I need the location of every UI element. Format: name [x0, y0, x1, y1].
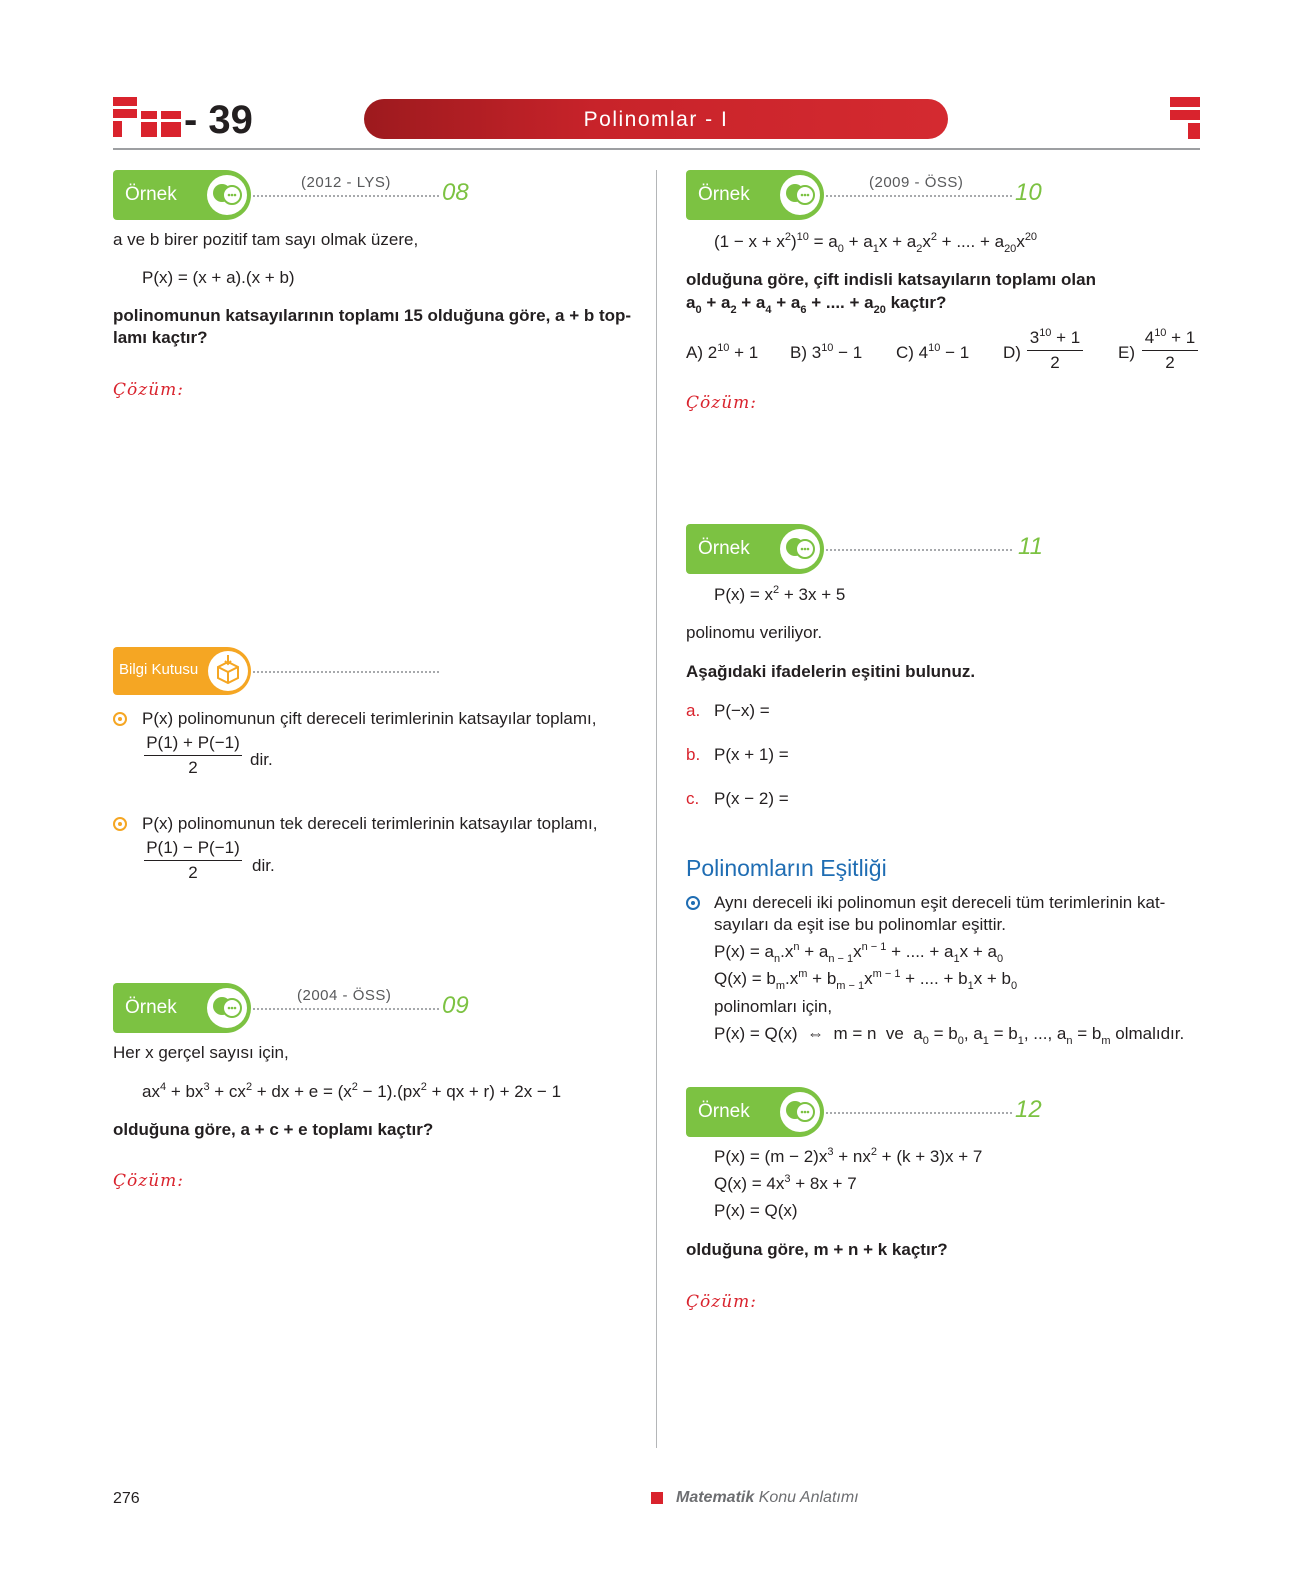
chat-icon — [780, 529, 820, 569]
solution-label: Çözüm: — [686, 393, 757, 413]
q08-question-line1: polinomunun katsayılarının toplamı 15 olduğuna göre, a + b top- — [113, 306, 632, 325]
info-item2-text: P(x) polinomunun tek dereceli terimlerinin katsayılar toplamı, — [142, 814, 598, 833]
info-box-badge — [113, 647, 251, 695]
equality-line5: polinomları için, — [714, 997, 833, 1016]
bullet-icon — [113, 817, 127, 831]
q12-qx: $Q(x) = 4x^3 + 8x + 7$ — [714, 1173, 857, 1193]
question-number: 12 — [1015, 1096, 1042, 1123]
question-source: (2012 - LYS) — [301, 174, 391, 191]
example-badge-11 — [686, 524, 824, 574]
section-heading: Polinomların Eşitliği — [686, 855, 887, 881]
option-c: C) $4^{10} - 1$ — [896, 342, 970, 362]
badge-label: Örnek — [698, 538, 750, 559]
equality-line1: Aynı dereceli iki polinomun eşit dereceli tüm terimlerinin kat- — [714, 893, 1166, 912]
solution-label: Çözüm: — [113, 1171, 184, 1191]
dotted-leader — [253, 671, 439, 673]
fraction-numerator: P(1) − P(−1) — [146, 838, 240, 857]
equality-line2: sayıları da eşit ise bu polinomlar eşittir. — [714, 915, 1006, 934]
question-number: 08 — [442, 179, 469, 206]
question-source: (2009 - ÖSS) — [869, 174, 964, 191]
q11-question: Aşağıdaki ifadelerin eşitini bulunuz. — [686, 662, 976, 681]
example-badge-09 — [113, 983, 251, 1033]
q10-question-line2: $a_0 + a_2 + a_4 + a_6$ + .... + $a_{20}$ kaçtır? — [686, 293, 947, 316]
q11-formula: $P(x) = x^2 + 3x + 5$ — [714, 584, 846, 604]
fraction-denominator: 2 — [188, 758, 198, 777]
dotted-leader — [826, 195, 1012, 197]
q09-intro: Her x gerçel sayısı için, — [113, 1043, 289, 1062]
q08-formula: P(x) = (x + a).(x + b) — [142, 268, 295, 287]
footer-square-icon — [651, 1492, 663, 1504]
dotted-leader — [826, 1112, 1012, 1114]
info-item1-tail: dir. — [250, 750, 273, 769]
dotted-leader — [253, 1008, 439, 1010]
option-d-fraction: $3^{10} + 1$ 2 — [1027, 328, 1083, 373]
question-number: 11 — [1018, 533, 1043, 560]
q12-question: olduğuna göre, m + n + k kaçtır? — [686, 1240, 948, 1259]
example-badge-08 — [113, 170, 251, 220]
page-title: Polinomlar - I — [583, 108, 729, 131]
item-text: P(x − 2) = — [714, 789, 789, 808]
question-source: (2004 - ÖSS) — [297, 987, 392, 1004]
option-e-fraction: $4^{10} + 1$ 2 — [1142, 328, 1198, 373]
q12-px: $P(x) = (m - 2)x^3 + nx^2 + (k + 3)x + 7$ — [714, 1146, 983, 1166]
item-text: P(x + 1) = — [714, 745, 789, 764]
badge-label: Örnek — [698, 1101, 750, 1122]
dotted-leader — [253, 195, 439, 197]
option-b: B) $3^{10} - 1$ — [790, 342, 863, 362]
q12-equal: P(x) = Q(x) — [714, 1201, 798, 1220]
badge-label: Örnek — [125, 184, 177, 205]
fraction-denominator: 2 — [188, 863, 198, 882]
option-a: A) $2^{10} + 1$ — [686, 342, 759, 362]
q08-intro: a ve b birer pozitif tam sayı olmak üzere, — [113, 230, 419, 249]
fraction-numerator: P(1) + P(−1) — [146, 733, 240, 752]
item-letter: b. — [686, 745, 701, 764]
solution-label: Çözüm: — [686, 1292, 757, 1312]
chat-icon — [207, 988, 247, 1028]
item-letter: c. — [686, 789, 700, 808]
faz-logo — [113, 97, 181, 137]
q10-equation: $(1 - x + x^2)^{10} = a_0 + a_1x + a_2x^2$ + .... + $a_{20}x^{20}$ — [714, 231, 1038, 255]
info-item1-text: P(x) polinomunun çift dereceli terimlerinin katsayılar toplamı, — [142, 709, 597, 728]
chat-icon — [780, 1092, 820, 1132]
example-badge-12 — [686, 1087, 824, 1137]
q08-question-line2: lamı kaçtır? — [113, 328, 208, 347]
solution-label: Çözüm: — [113, 380, 184, 400]
bullet-icon — [113, 712, 127, 726]
badge-label: Örnek — [698, 184, 750, 205]
q11-given: polinomu veriliyor. — [686, 623, 823, 642]
header-rule — [113, 148, 1200, 150]
question-number: 10 — [1015, 179, 1042, 206]
equality-px: $P(x) = a_n.x^n + a_{n - 1}x^{n - 1}$ + .... + $a_1x + a_0$ — [714, 941, 1004, 965]
option-d-label: D) — [1003, 343, 1021, 362]
example-badge-10 — [686, 170, 824, 220]
equality-qx: $Q(x) = b_m.x^m + b_{m - 1}x^{m - 1}$ + .... + $b_1x + b_0$ — [714, 968, 1018, 992]
corner-logo-icon — [1170, 97, 1200, 139]
info-box-label: Bilgi Kutusu — [119, 661, 199, 678]
badge-label: Örnek — [125, 997, 177, 1018]
page-title-bar — [364, 99, 948, 139]
dotted-leader — [826, 549, 1012, 551]
q10-question-line1: olduğuna göre, çift indisli katsayıların toplamı olan — [686, 270, 1096, 289]
chat-icon — [780, 175, 820, 215]
equality-condition: P(x) = Q(x) ⇔ m = n ve $a_0 = b_0$, $a_1 = b_1$, ..., $a_n = b_m$ olmalıdır. — [714, 1024, 1185, 1047]
unit-number: - 39 — [184, 98, 253, 142]
bullet-icon — [686, 896, 700, 910]
option-e-label: E) — [1118, 343, 1135, 362]
question-number: 09 — [442, 992, 469, 1019]
info-item2-tail: dir. — [252, 856, 275, 875]
q09-question: olduğuna göre, a + c + e toplamı kaçtır? — [113, 1120, 434, 1139]
chat-icon — [207, 175, 247, 215]
box-icon — [208, 651, 248, 691]
item-letter: a. — [686, 701, 701, 720]
item-text: P(−x) = — [714, 701, 770, 720]
page-number: 276 — [113, 1490, 140, 1507]
column-divider — [656, 170, 657, 1448]
info-item1-fraction — [144, 733, 242, 778]
q09-equation: $ax^4 + bx^3 + cx^2$ + dx + $e = (x^2 - 1).(px^2$ + qx + r) + 2x − 1 — [142, 1081, 562, 1101]
info-item2-fraction — [144, 838, 242, 883]
footer-brand: Matematik Konu Anlatımı — [676, 1489, 859, 1506]
